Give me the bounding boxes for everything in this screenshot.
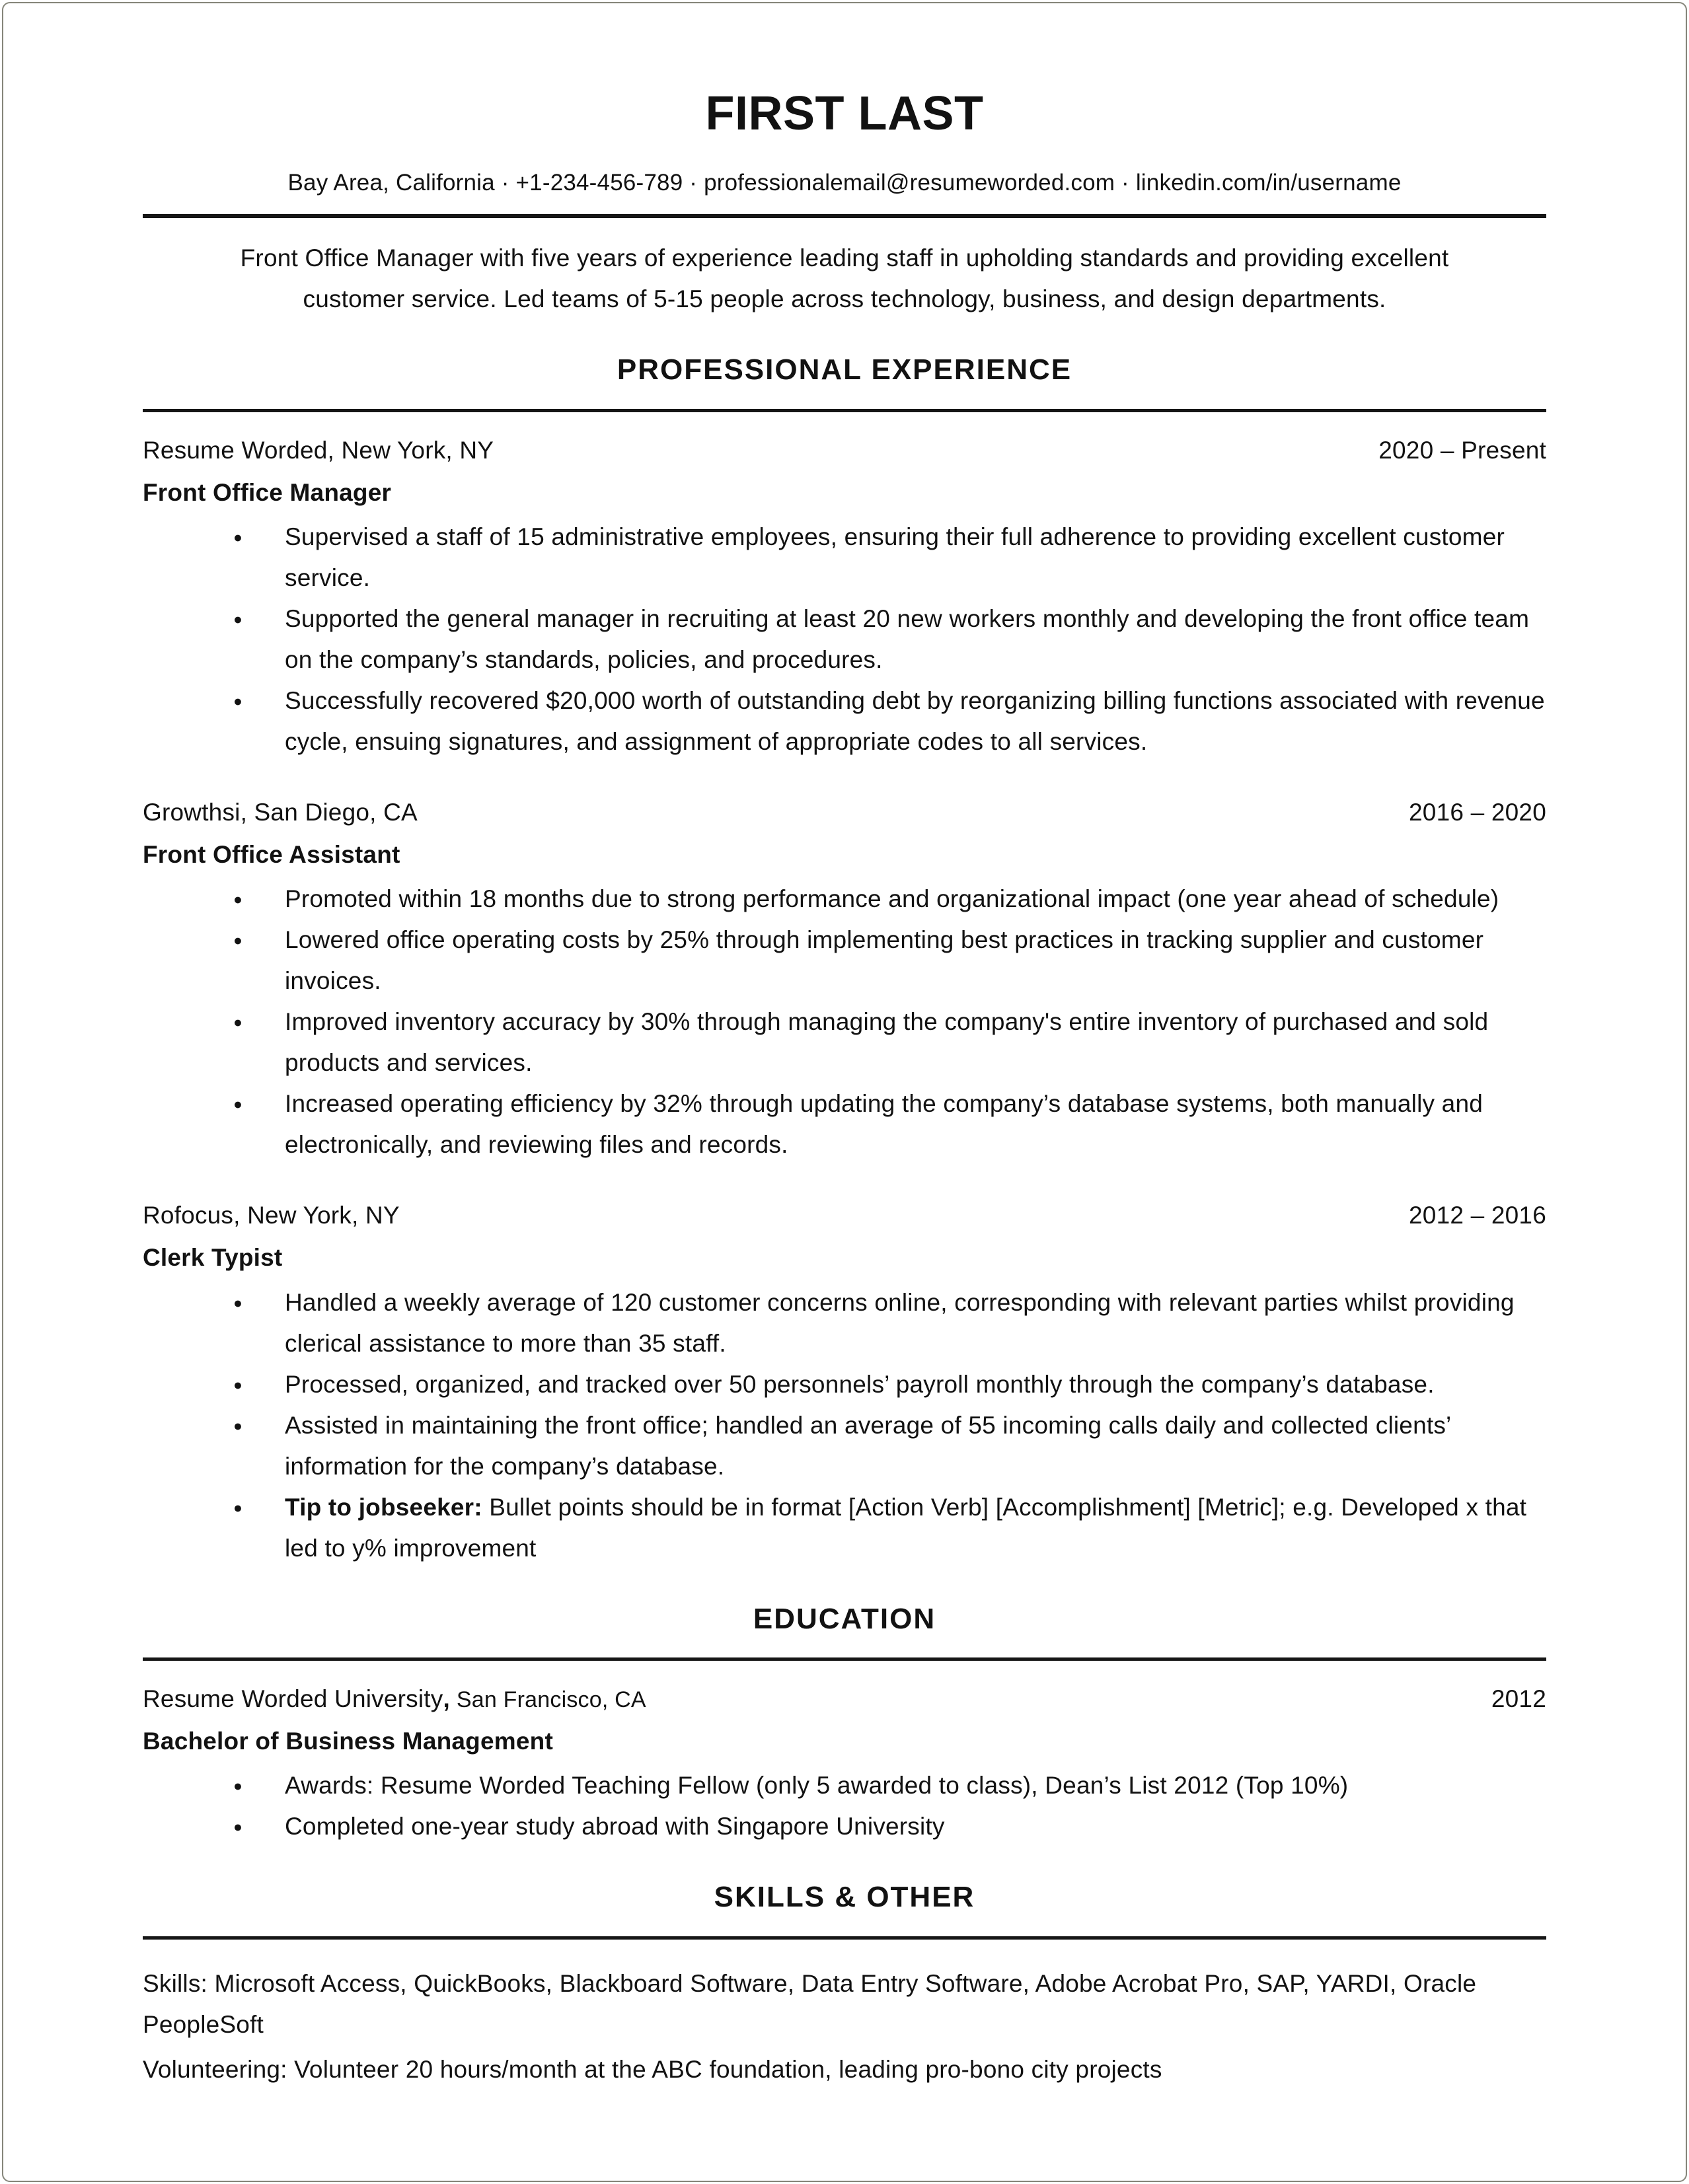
bullet-item: ● Promoted within 18 months due to strong performance and organizational impact (one year ahead of schedule)	[143, 879, 1546, 920]
education-entry	[143, 1683, 1546, 1847]
tip-text: Bullet points should be in format [Action Verb] [Accomplishment] [Metric]; e.g. Developed x that led to y% improvement	[285, 1493, 1527, 1562]
school-location	[143, 1683, 646, 1715]
company-location: Rofocus, New York, NY	[143, 1202, 400, 1229]
bullet-list	[143, 517, 1546, 762]
job-dates: 2020 – Present	[1378, 436, 1546, 464]
job-header	[143, 435, 1546, 466]
bullet-item: ● Improved inventory accuracy by 30% through managing the company's entire inventory of purchased and sold products and services.	[143, 1001, 1546, 1083]
resume-header	[143, 87, 1546, 218]
experience-section-title: PROFESSIONAL EXPERIENCE	[617, 353, 1072, 386]
section-divider	[143, 409, 1546, 412]
bullet-item: ● Supported the general manager in recruiting at least 20 new workers monthly and developing the front office team on the company’s standards, policies, and procedures.	[143, 599, 1546, 680]
job-dates: 2012 – 2016	[1409, 1202, 1546, 1229]
company-location: Growthsi, San Diego, CA	[143, 799, 418, 826]
bullet-list	[143, 1765, 1546, 1847]
company-location: Resume Worded, New York, NY	[143, 436, 494, 464]
bullet-item: ● Assisted in maintaining the front office; handled an average of 55 incoming calls daily and collected clients’ information for the company’s database.	[143, 1405, 1546, 1487]
bullet-item: ● Lowered office operating costs by 25% through implementing best practices in tracking supplier and customer invoices.	[143, 920, 1546, 1001]
bullet-item: ● Completed one-year study abroad with Singapore University	[143, 1806, 1546, 1847]
skills-line: Skills: Microsoft Access, QuickBooks, Blackboard Software, Data Entry Software, Adobe Acrobat Pro, SAP, YARDI, Oracle PeopleSoft	[143, 1969, 1477, 2038]
section-education	[143, 1602, 1546, 1848]
school-comma: ,	[443, 1685, 450, 1713]
bullet-list	[143, 879, 1546, 1165]
degree-title: Bachelor of Business Management	[143, 1728, 553, 1755]
job-title: Front Office Assistant	[143, 841, 400, 869]
bullet-list	[143, 1282, 1546, 1569]
tip-label: Tip to jobseeker:	[285, 1493, 482, 1521]
job-entry	[143, 435, 1546, 762]
job-title: Front Office Manager	[143, 479, 392, 507]
job-header	[143, 1200, 1546, 1231]
job-title: Clerk Typist	[143, 1244, 283, 1272]
job-header	[143, 797, 1546, 828]
skills-section-title: SKILLS & OTHER	[714, 1881, 975, 1914]
section-experience	[143, 355, 1546, 1568]
section-divider	[143, 1936, 1546, 1940]
section-skills	[143, 1883, 1546, 2090]
bullet-item: ● Handled a weekly average of 120 customer concerns online, corresponding with relevant parties whilst providing clerical assistance to more than 35 staff.	[143, 1282, 1546, 1364]
header-divider	[143, 214, 1546, 218]
candidate-name: FIRST LAST	[705, 87, 984, 141]
bullet-item: ● Successfully recovered $20,000 worth of outstanding debt by reorganizing billing functions associated with revenue cycle, ensuing signatures, and assignment of appropriate codes to all services.	[143, 680, 1546, 762]
education-header	[143, 1683, 1546, 1715]
bullet-item: ● Processed, organized, and tracked over 50 personnels’ payroll monthly through the company’s database.	[143, 1364, 1546, 1405]
education-section-title: EDUCATION	[753, 1602, 936, 1635]
bullet-item: ● Awards: Resume Worded Teaching Fellow (only 5 awarded to class), Dean’s List 2012 (Top 10%)	[143, 1765, 1546, 1806]
school-name: Resume Worded University	[143, 1685, 443, 1713]
bullet-item: ● Increased operating efficiency by 32% through updating the company’s database systems, both manually and electronically, and reviewing files and records.	[143, 1083, 1546, 1165]
summary-paragraph: Front Office Manager with five years of experience leading staff in upholding standards and providing excellent customer service. Led teams of 5-15 people across technology, business, and design departments.	[240, 244, 1449, 313]
school-city: San Francisco, CA	[456, 1687, 646, 1713]
volunteering-line: Volunteering: Volunteer 20 hours/month at the ABC foundation, leading pro-bono city projects	[143, 2055, 1162, 2083]
contact-line: Bay Area, California · +1-234-456-789 · professionalemail@resumeworded.com · linkedin.com/in/username	[287, 170, 1402, 196]
job-entry	[143, 1200, 1546, 1568]
bullet-item	[143, 1487, 1546, 1569]
section-divider	[143, 1657, 1546, 1661]
bullet-item: ● Supervised a staff of 15 administrative employees, ensuring their full adherence to providing excellent customer service.	[143, 517, 1546, 599]
job-entry	[143, 797, 1546, 1165]
job-dates: 2016 – 2020	[1409, 799, 1546, 826]
education-dates: 2012	[1491, 1685, 1546, 1713]
